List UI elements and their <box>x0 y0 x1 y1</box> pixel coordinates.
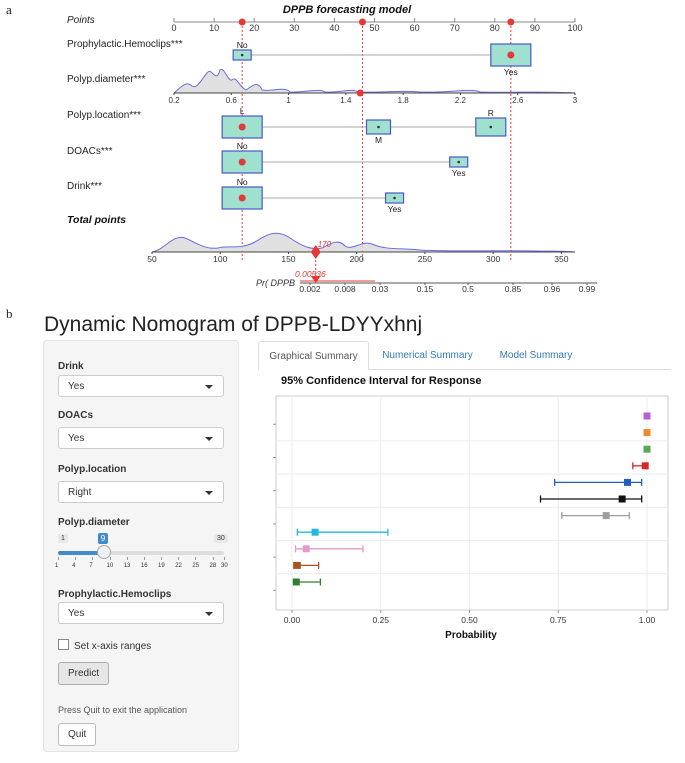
slider-tick <box>75 557 76 560</box>
total-tick-label: 350 <box>554 254 569 264</box>
points-tick-label: 100 <box>567 23 583 33</box>
prob-tick-label: 0.85 <box>504 284 522 294</box>
total-tick-label: 50 <box>147 254 157 264</box>
x-tick-label: 0.00 <box>283 615 301 625</box>
level-dot <box>457 161 460 164</box>
level-dot <box>393 197 396 200</box>
slider-tick-label: 10 <box>106 563 114 569</box>
point-estimate <box>312 529 319 536</box>
prob-tick-label: 0.002 <box>299 284 321 294</box>
hemoclips-value: Yes <box>68 608 85 619</box>
nomogram-chart <box>0 0 685 300</box>
total-points-label: Total points <box>67 214 127 226</box>
diameter-tick-label: 0.6 <box>225 96 237 105</box>
tab-bar <box>258 341 671 370</box>
prob-tick-label: 0.15 <box>416 284 434 294</box>
xaxis-range-checkbox-row[interactable] <box>58 639 151 652</box>
plot-area <box>276 396 668 610</box>
x-tick-label: 0.50 <box>461 615 478 625</box>
variable-label: Polyp.diameter*** <box>67 74 146 85</box>
total-tick-label: 100 <box>213 254 228 264</box>
app-title: Dynamic Nomogram of DPPB-LDYYxhnj <box>44 313 423 336</box>
x-tick-label: 1.00 <box>638 615 656 625</box>
total-tick-label: 300 <box>486 254 501 264</box>
point-estimate <box>303 545 310 552</box>
diameter-tick-label: 2.2 <box>454 96 466 105</box>
quit-button[interactable]: Quit <box>58 723 96 746</box>
selected-diameter-dot <box>357 90 364 97</box>
prob-tick-label: 0.03 <box>371 284 389 294</box>
selection-top-dot <box>239 19 246 26</box>
points-tick-label: 80 <box>489 23 500 33</box>
input-sidebar <box>43 340 239 752</box>
level-dot <box>377 126 380 129</box>
chevron-down-icon <box>205 385 213 389</box>
doacs-select[interactable] <box>58 427 224 449</box>
slider-max: 30 <box>214 534 228 543</box>
points-tick-label: 10 <box>209 23 220 33</box>
points-tick-label: 20 <box>249 23 260 33</box>
points-tick-label: 90 <box>529 23 540 33</box>
polyp-diameter-slider[interactable] <box>58 551 224 555</box>
slider-tick <box>92 557 93 560</box>
variable-label: DOACs*** <box>67 146 113 157</box>
point-estimate <box>644 446 651 453</box>
nomogram-title: DPPB forecasting model <box>282 4 412 16</box>
diameter-tick-label: 0.2 <box>168 96 180 105</box>
drink-select[interactable] <box>58 375 224 397</box>
panel-a-label: a <box>6 2 12 17</box>
points-tick-label: 0 <box>171 23 177 33</box>
selected-level-dot <box>239 195 246 202</box>
chevron-down-icon <box>205 612 213 616</box>
ci-chart-title: 95% Confidence Interval for Response <box>281 375 482 387</box>
slider-tick-label: 30 <box>221 563 228 569</box>
point-estimate <box>293 579 300 586</box>
polyp-diameter-label: Polyp.diameter <box>58 517 130 528</box>
level-label: No <box>236 40 248 50</box>
polyp-location-value: Right <box>68 487 92 498</box>
points-tick-label: 30 <box>289 23 300 33</box>
level-dot <box>241 54 244 57</box>
selection-top-dot <box>359 19 366 26</box>
slider-tick-label: 22 <box>175 563 182 569</box>
predict-button[interactable]: Predict <box>58 662 109 685</box>
slider-tick-label: 25 <box>192 563 200 569</box>
level-label: R <box>487 108 494 118</box>
doacs-value: Yes <box>68 433 85 444</box>
tab-numerical-summary[interactable]: Numerical Summary <box>382 350 473 361</box>
hemoclips-select[interactable] <box>58 602 224 624</box>
total-tick-label: 200 <box>349 254 364 264</box>
drink-value: Yes <box>68 381 85 392</box>
point-estimate <box>644 413 651 420</box>
point-estimate <box>294 562 301 569</box>
slider-tick-label: 19 <box>158 563 165 569</box>
checkbox[interactable] <box>58 639 69 650</box>
x-tick-label: 0.75 <box>549 615 567 625</box>
forest-plot <box>258 388 678 648</box>
selection-top-dot <box>507 19 514 26</box>
prob-tick-label: 0.96 <box>543 284 561 294</box>
variable-label: Polyp.location*** <box>67 110 141 121</box>
level-label: Yes <box>503 67 518 77</box>
point-estimate <box>603 512 610 519</box>
points-tick-label: 60 <box>409 23 420 33</box>
x-tick-label: 0.25 <box>372 615 390 625</box>
polyp-location-label: Polyp.location <box>58 464 127 475</box>
level-label: No <box>236 177 248 187</box>
selected-level-dot <box>239 159 246 166</box>
level-label: Yes <box>451 168 466 178</box>
level-label: No <box>236 141 248 151</box>
total-density-fill <box>152 233 575 252</box>
slider-tick-label: 7 <box>89 563 93 569</box>
panel-b-label: b <box>6 306 13 321</box>
level-label: Yes <box>387 204 402 214</box>
slider-min: 1 <box>58 534 68 543</box>
points-tick-label: 40 <box>329 23 340 33</box>
diameter-tick-label: 1.8 <box>397 96 409 105</box>
slider-tick <box>195 557 196 560</box>
doacs-label: DOACs <box>58 410 94 421</box>
slider-tick-label: 1 <box>55 563 59 569</box>
prob-axis-label: Pr( DPPB <box>256 278 296 288</box>
prob-tick-label: 0.99 <box>578 284 596 294</box>
slider-tick-label: 13 <box>123 563 131 569</box>
tab-graphical-summary[interactable]: Graphical Summary <box>258 341 369 370</box>
slider-tick <box>144 557 145 560</box>
slider-value: 9 <box>98 533 108 544</box>
variable-label: Drink*** <box>67 181 103 192</box>
total-tick-label: 250 <box>417 254 432 264</box>
diameter-tick-label: 3 <box>572 96 578 105</box>
quit-instructions: Press Quit to exit the application <box>58 705 188 715</box>
slider-tick <box>127 557 128 560</box>
level-label: L <box>239 106 245 116</box>
slider-tick <box>58 557 59 560</box>
x-axis-label: Probability <box>445 630 497 641</box>
slider-tick <box>178 557 179 560</box>
prob-tick-label: 0.008 <box>334 284 356 294</box>
slider-tick <box>161 557 162 560</box>
points-tick-label: 50 <box>369 23 380 33</box>
slider-tick-label: 28 <box>209 563 217 569</box>
level-label: M <box>374 135 383 145</box>
chevron-down-icon <box>205 491 213 495</box>
point-estimate <box>624 479 631 486</box>
diameter-tick-label: 1 <box>286 96 291 105</box>
total-tick-label: 150 <box>281 254 296 264</box>
chevron-down-icon <box>205 437 213 441</box>
points-axis-label: Points <box>67 15 95 26</box>
slider-tick-label: 16 <box>140 563 148 569</box>
slider-tick <box>224 557 225 560</box>
slider-tick <box>213 557 214 560</box>
point-estimate <box>619 496 626 503</box>
selected-level-dot <box>239 124 246 131</box>
slider-tick-label: 4 <box>72 563 76 569</box>
diameter-tick-label: 2.6 <box>512 96 524 105</box>
points-tick-label: 70 <box>449 23 460 33</box>
point-estimate <box>642 462 649 469</box>
point-estimate <box>644 429 651 436</box>
variable-label: Prophylactic.Hemoclips*** <box>67 39 183 50</box>
selected-level-dot <box>507 52 514 59</box>
polyp-location-select[interactable] <box>58 481 224 503</box>
checkbox-label: Set x-axis ranges <box>74 641 152 652</box>
drink-label: Drink <box>58 361 84 372</box>
tab-model-summary[interactable]: Model Summary <box>499 350 573 361</box>
hemoclips-label: Prophylactic.Hemoclips <box>58 589 172 600</box>
total-selected-label: 170 <box>317 240 332 249</box>
diameter-tick-label: 1.4 <box>340 96 352 105</box>
level-dot <box>489 126 492 129</box>
prob-tick-label: 0.5 <box>462 284 474 294</box>
prob-value-label: 0.00536 <box>295 269 326 279</box>
slider-tick <box>110 557 111 560</box>
